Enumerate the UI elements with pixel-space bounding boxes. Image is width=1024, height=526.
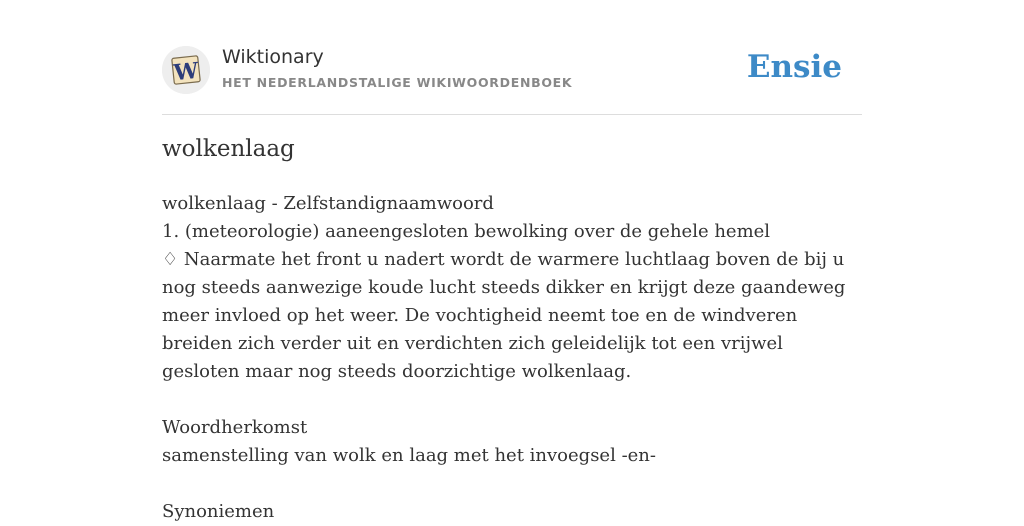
- part-of-speech-line: wolkenlaag - Zelfstandignaamwoord: [162, 193, 494, 214]
- entry-content: [162, 190, 862, 526]
- ensie-brand-link[interactable]: Ensie: [746, 49, 842, 85]
- wiktionary-logo-icon[interactable]: [162, 46, 210, 94]
- spacer: [162, 470, 862, 498]
- page-title: wolkenlaag: [162, 136, 295, 162]
- example-paragraph: ♢ Naarmate het front u nadert wordt de warmere luchtlaag boven de bij u nog steeds aanwezige koude lucht steeds dikker en krijgt deze gaandeweg meer invloed op het weer. De vochtigheid neemt toe en de windveren breiden zich verder uit en verdichten zich geleidelijk tot een vrijwel gesloten maar nog steeds doorzichtige wolkenlaag.: [162, 249, 846, 382]
- spacer: [162, 386, 862, 414]
- svg-text:W: W: [172, 57, 200, 87]
- definition-line: 1. (meteorologie) aaneengesloten bewolking over de gehele hemel: [162, 221, 771, 242]
- site-name[interactable]: Wiktionary: [222, 46, 324, 68]
- site-tagline: HET NEDERLANDSTALIGE WIKIWOORDENBOEK: [222, 75, 573, 90]
- synonyms-heading: Synoniemen: [162, 501, 275, 522]
- site-header: [162, 44, 862, 115]
- etymology-text: samenstelling van wolk en laag met het invoegsel -en-: [162, 445, 656, 466]
- etymology-heading: Woordherkomst: [162, 417, 308, 438]
